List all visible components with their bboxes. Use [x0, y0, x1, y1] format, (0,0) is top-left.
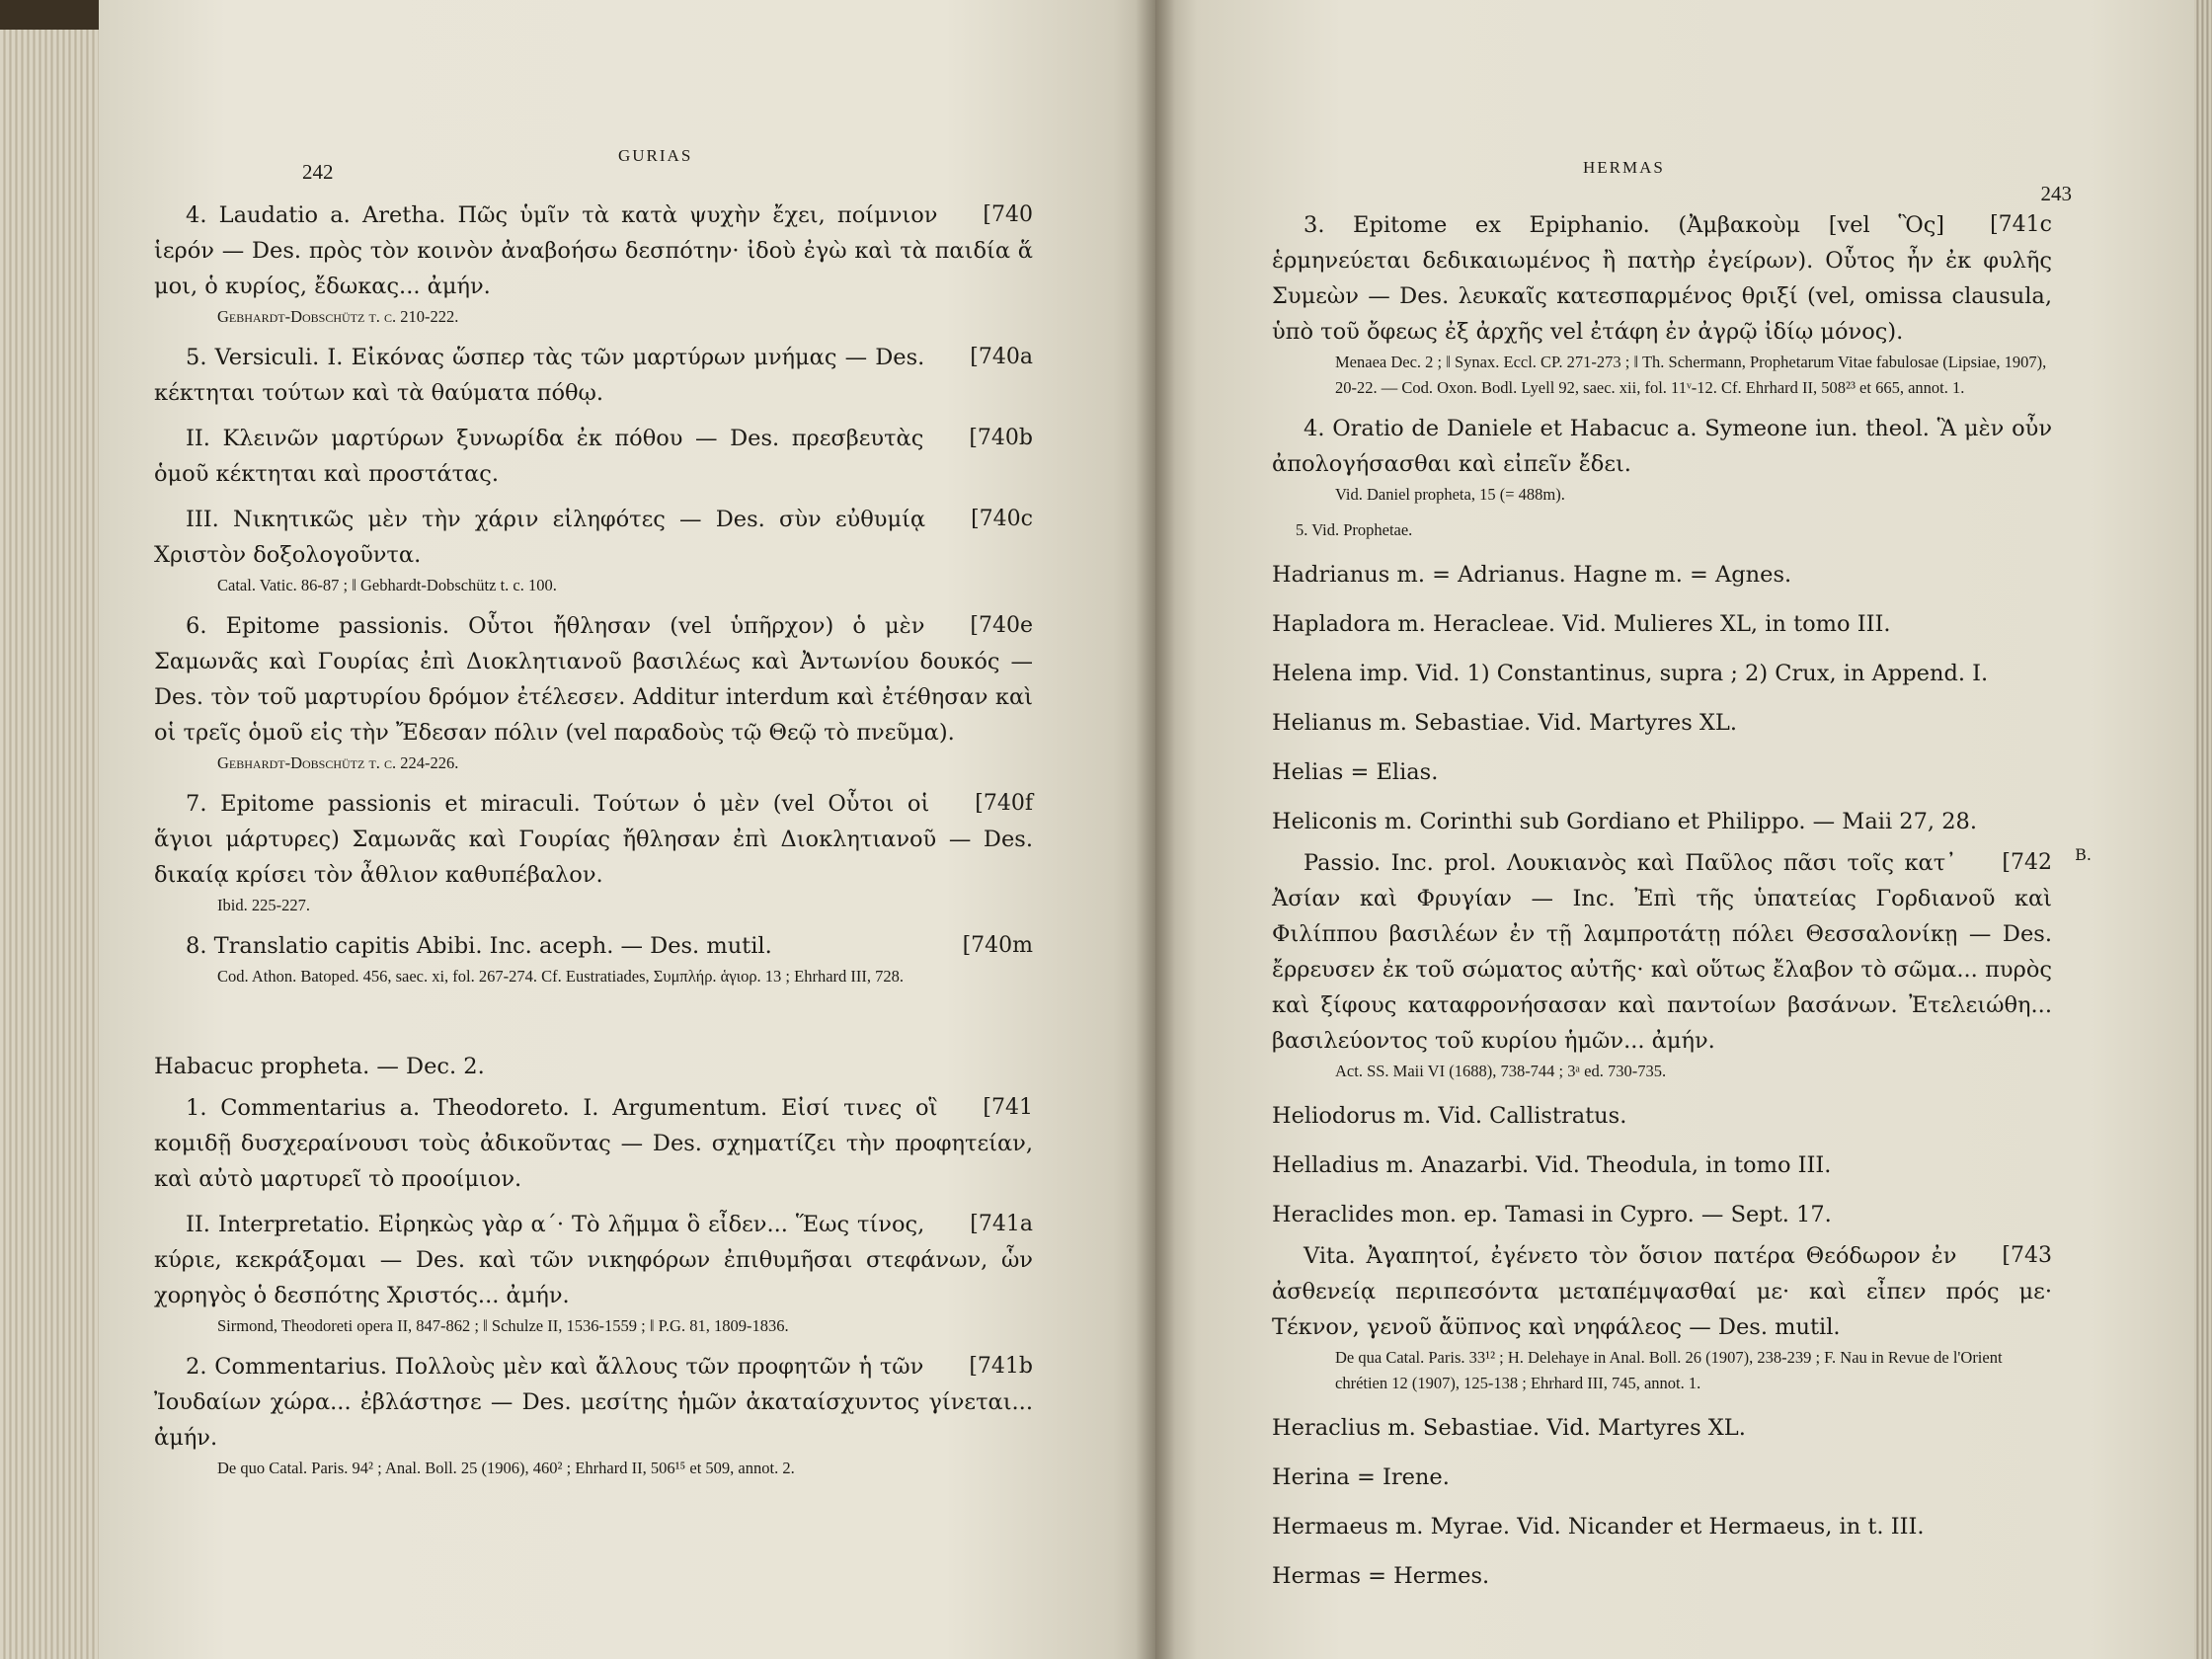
entry-citation: Gebhardt-Dobschütz t. c. 224-226.	[217, 753, 459, 772]
entry	[1272, 411, 2052, 508]
book-gutter	[1136, 0, 1175, 1659]
entry-ref: [740	[983, 202, 1033, 227]
entry-citation: De quo Catal. Paris. 94² ; Anal. Boll. 25 (1906), 460² ; Ehrhard II, 506¹⁵ et 509, annot. 2.	[217, 1459, 795, 1477]
entry	[1272, 845, 2092, 1084]
entry-citation: Cod. Athon. Batoped. 456, saec. xi, fol. 267-274. Cf. Eustratiades, Συμπλήρ. ἁγιορ. 13 ; Ehrhard III, 728.	[217, 967, 905, 986]
entry-ref: [740m	[962, 933, 1033, 958]
entry	[154, 1207, 1033, 1339]
entry-text: III. Νικητικῶς μὲν τὴν χάριν εἰληφότες — Des. σὺν εὐθυμίᾳ Χριστὸν δοξολογοῦντα.	[154, 507, 926, 568]
index-heading: Helianus m. Sebastiae. Vid. Martyres XL.	[1272, 710, 1738, 736]
entry-text: 1. Commentarius a. Theodoreto. I. Argumentum. Εἰσί τινες οἳ κομιδῇ δυσχεραίνουσι τοὺς ἀδικοῦντας — Des. σχηματίζει τὴν προφητείαν, καὶ αὐτὸ μαρτυρεῖ τὸ προοίμιον.	[154, 1095, 1033, 1192]
entry	[154, 786, 1033, 918]
entry-ref: [741c	[1990, 212, 2052, 237]
entry-citation: De qua Catal. Paris. 33¹² ; H. Delehaye in Anal. Boll. 26 (1907), 238-239 ; F. Nau in Revue de l'Orient chrétien 12 (1907), 125-138 ; Ehrhard III, 745, annot. 1.	[1335, 1348, 2003, 1392]
entry-ref: [740b	[969, 426, 1033, 450]
entry-text: 7. Epitome passionis et miraculi. Τούτων ὁ μὲν (vel Οὗτοι οἱ ἅγιοι μάρτυρες) Σαμωνᾶς καὶ Γουρίας ἤθλησαν ἐπὶ Διοκλητιανοῦ — Des. δικαίᾳ κρίσει τὸν ἆθλιον καθυπέβαλον.	[154, 791, 1033, 888]
index-heading: Hapladora m. Heracleae. Vid. Mulieres XL, in tomo III.	[1272, 611, 1891, 637]
entry-citation: Sirmond, Theodoreti opera II, 847-862 ; ‖ Schulze II, 1536-1559 ; ‖ P.G. 81, 1809-1836.	[217, 1316, 789, 1335]
entry	[1272, 207, 2052, 401]
entry-text: 6. Epitome passionis. Οὗτοι ἤθλησαν (vel ὑπῆρχον) ὁ μὲν Σαμωνᾶς καὶ Γουρίας ἐπὶ Διοκλητιανοῦ βασιλέως καὶ Ἀντωνίου δουκός — Des. τὸν τοῦ μαρτυρίου δρόμον ἐτέλεσεν. Additur interdum καὶ ἐτέθησαν καὶ οἱ τρεῖς ὁμοῦ εἰς τὴν Ἔδεσαν πόλιν (vel παραδοὺς τῷ Θεῷ τὸ πνεῦμα).	[154, 613, 1033, 746]
entry	[154, 1090, 1033, 1197]
entry	[1272, 1238, 2052, 1396]
index-heading: Herina = Irene.	[1272, 1464, 1450, 1490]
index-heading: Helias = Elias.	[1272, 759, 1439, 785]
entry-text: Vita. Ἀγαπητοί, ἐγένετο τὸν ὅσιον πατέρα Θεόδωρον ἐν ἀσθενείᾳ περιπεσόντα μεταπέμψασθαί με· καὶ εἶπεν πρός με· Τέκνον, γενοῦ ἄϋπνος καὶ νηφάλεος — Des. mutil.	[1272, 1243, 2052, 1340]
entry-ref: [741	[983, 1095, 1033, 1120]
entry-ref: [742	[2002, 850, 2052, 875]
entry	[154, 1349, 1033, 1481]
page-edges-right	[2194, 0, 2212, 1659]
index-heading: Heraclides mon. ep. Tamasi in Cypro. — Sept. 17.	[1272, 1202, 1832, 1227]
entry-ref: [740c	[971, 507, 1033, 531]
index-heading: Hermaeus m. Myrae. Vid. Nicander et Hermaeus, in t. III.	[1272, 1514, 1925, 1540]
entry-text: 8. Translatio capitis Abibi. Inc. aceph. — Des. mutil.	[186, 933, 772, 959]
page-number: 242	[302, 160, 334, 184]
index-heading: Heraclius m. Sebastiae. Vid. Martyres XL.	[1272, 1415, 1746, 1441]
right-running-head	[1272, 148, 2072, 205]
entry	[1272, 517, 2052, 543]
entry-ref: [741a	[970, 1212, 1033, 1236]
right-page-text	[1272, 148, 2092, 1600]
entry-ref: [740a	[970, 345, 1033, 369]
entry-text: 4. Oratio de Daniele et Habacuc a. Symeone iun. theol. Ἃ μὲν οὖν ἀπολογήσασθαι καὶ εἰπεῖν ἔδει.	[1272, 416, 2052, 477]
entry	[154, 340, 1033, 411]
entry-ref: [740e	[970, 613, 1033, 638]
left-running-head	[154, 138, 1033, 186]
index-heading: Helena imp. Vid. 1) Constantinus, supra ; 2) Crux, in Append. I.	[1272, 661, 1989, 686]
index-heading: Heliconis m. Corinthi sub Gordiano et Philippo. — Maii 27, 28.	[1272, 809, 1978, 834]
index-heading: Hadrianus m. = Adrianus. Hagne m. = Agnes.	[1272, 562, 1792, 588]
running-head-title: HERMAS	[1583, 158, 1665, 177]
entry-citation: Gebhardt-Dobschütz t. c. 210-222.	[217, 307, 459, 326]
entry-text: 3. Epitome ex Epiphanio. (Ἀμβακοὺμ [vel Ὃς] ἑρμηνεύεται δεδικαιωμένος ἢ πατὴρ ἐγείρων). Οὗτος ἦν ἐκ φυλῆς Συμεὼν — Des. λευκαῖς κατεσπαρμένος θριξί (vel, omissa clausula, ὑπὸ τοῦ ὄφεως ἐξ ἀρχῆς vel ἐτάφη ἐν ἀγρῷ ἰδίῳ μόνος).	[1272, 212, 2052, 345]
entry-citation: Act. SS. Maii VI (1688), 738-744 ; 3ᵃ ed. 730-735.	[1335, 1062, 1667, 1080]
running-head-title: GURIAS	[618, 146, 693, 165]
entry-ref: [741b	[969, 1354, 1033, 1379]
index-heading: Hermas = Hermes.	[1272, 1563, 1490, 1589]
entry	[154, 608, 1033, 776]
entry-ref: [743	[2002, 1243, 2052, 1268]
entry	[154, 198, 1033, 330]
section-heading: Habacuc propheta. — Dec. 2.	[154, 1054, 485, 1079]
entry-ref: [740f	[975, 791, 1033, 816]
index-heading: Heliodorus m. Vid. Callistratus.	[1272, 1103, 1627, 1129]
entry-text: 4. Laudatio a. Aretha. Πῶς ὑμῖν τὰ κατὰ ψυχὴν ἔχει, ποίμνιον ἱερόν — Des. πρὸς τὸν κοινὸν ἀναβοήσω δεσπότην· ἰδοὺ ἐγὼ καὶ τὰ παιδία ἅ μοι, ὁ κυρίος, ἔδωκας... ἀμήν.	[154, 202, 1033, 299]
page-number: 243	[2040, 182, 2072, 205]
marginal-note: B.	[2075, 845, 2092, 864]
entry	[154, 421, 1033, 492]
entry-citation: Ibid. 225-227.	[217, 896, 310, 914]
entry-citation: Menaea Dec. 2 ; ‖ Synax. Eccl. CP. 271-273 ; ‖ Th. Schermann, Prophetarum Vitae fabulosae (Lipsiae, 1907), 20-22. — Cod. Oxon. Bodl. Lyell 92, saec. xii, fol. 11ᵛ-12. Cf. Ehrhard II, 508²³ et 665, annot. 1.	[1335, 353, 2047, 397]
index-heading: Helladius m. Anazarbi. Vid. Theodula, in tomo III.	[1272, 1152, 1832, 1178]
entry-citation: Catal. Vatic. 86-87 ; ‖ Gebhardt-Dobschütz t. c. 100.	[217, 576, 557, 594]
left-page-text	[154, 138, 1033, 1491]
entry-text: II. Κλεινῶν μαρτύρων ξυνωρίδα ἐκ πόθου — Des. πρεσβευτὰς ὁμοῦ κέκτηται καὶ προστάτας.	[154, 426, 924, 487]
entry-text: Passio. Inc. prol. Λουκιανὸς καὶ Παῦλος πᾶσι τοῖς κατ᾽ Ἀσίαν καὶ Φρυγίαν — Inc. Ἐπὶ τῆς ὑπατείας Γορδιανοῦ καὶ Φιλίππου βασιλέων ἐν τῇ λαμπροτάτῃ πόλει Θεσσαλονίκῃ — Des. ἔρρευσεν ἐκ τοῦ σώματος αὐτῆς· καὶ οὕτως ἔλαβον τὸ σῶμα... πυρὸς καὶ ξίφους καταφρονήσασαν καὶ παντοίων βασάνων. Ἐτελειώθη... βασιλεύοντος τοῦ κυρίου ἡμῶν... ἀμήν.	[1272, 850, 2052, 1054]
entry-text: II. Interpretatio. Εἰρηκὼς γὰρ α´· Τὸ λῆμμα ὃ εἶδεν... Ἕως τίνος, κύριε, κεκράξομαι — Des. καὶ τῶν νικηφόρων ἐπιθυμῆσαι στεφάνων, ὧν χορηγὸς ὁ δεσπότης Χριστός... ἀμήν.	[154, 1212, 1033, 1308]
entry-text: 5. Vid. Prophetae.	[1296, 520, 1413, 539]
entry-citation: Vid. Daniel propheta, 15 (= 488m).	[1335, 485, 1565, 504]
entry-text: 2. Commentarius. Πολλοὺς μὲν καὶ ἄλλους τῶν προφητῶν ἡ τῶν Ἰουδαίων χώρα... ἐβλάστησε — Des. μεσίτης ἡμῶν ἀκαταίσχυντος γίνεται... ἀμήν.	[154, 1354, 1033, 1451]
page-edges-left	[0, 30, 109, 1659]
entry	[154, 502, 1033, 598]
entry-text: 5. Versiculi. I. Εἰκόνας ὥσπερ τὰς τῶν μαρτύρων μνήμας — Des. κέκτηται τούτων καὶ τὰ θαύματα πόθῳ.	[154, 345, 925, 406]
entry	[154, 928, 1033, 989]
